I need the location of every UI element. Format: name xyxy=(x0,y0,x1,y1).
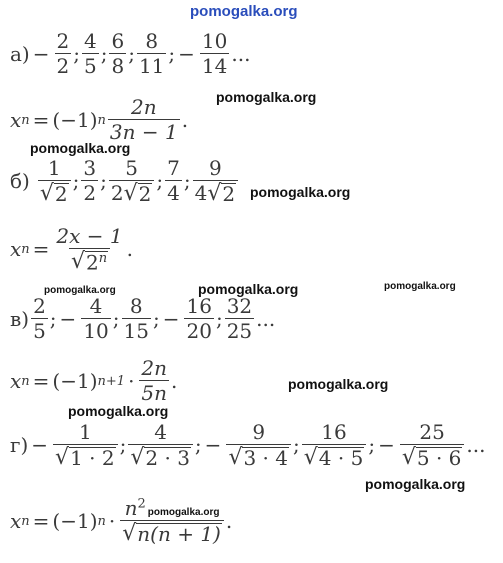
watermark: pomogalka.org xyxy=(216,89,317,105)
watermark: pomogalka.org xyxy=(30,140,131,156)
fraction: 9 4 √ 2 xyxy=(193,157,239,205)
sign: − xyxy=(32,42,50,66)
fraction: 9 √ 3 · 4 xyxy=(226,421,291,469)
formula-d: x n = (−1) n · $n^2pomogalka.org$ √ n(n + 1) . xyxy=(10,496,233,546)
watermark: pomogalka.org xyxy=(288,376,389,392)
fraction: $\frac{2}{5}$ xyxy=(33,294,46,343)
sequence-a: а) − $\frac{2}{2}$ ; $\frac{4}{5}$ ; $\frac{6}{8}$ ; $\frac{8}{11}$ ; − $\frac{10}{14}$ ... xyxy=(10,29,251,78)
watermark: pomogalka.org xyxy=(384,281,456,292)
fraction: 1 √ 2 xyxy=(38,157,71,205)
fraction: 5 2 √ 2 xyxy=(109,157,155,205)
fraction: $\frac{2}{2}$ xyxy=(56,29,70,78)
fraction: $\frac{2n}{5n}$ xyxy=(141,356,168,405)
watermark-top: pomogalka.org xyxy=(190,3,298,20)
watermark: pomogalka.org xyxy=(147,507,220,518)
fraction: $\frac{3}{2}$ xyxy=(83,156,97,205)
watermark: pomogalka.org xyxy=(365,476,466,492)
sequence-d: г) − 1 √ 1 · 2 ; 4 √ 2 · 3 ; − 9 √ 3 · 4 ; 16 √ 4 · 5 ; − 25 √ 5 · 6 ... xyxy=(10,420,486,470)
fraction: 16 √ 4 · 5 xyxy=(302,421,367,469)
fraction: $\frac{4}{10}$ xyxy=(83,294,109,343)
watermark: pomogalka.org xyxy=(198,281,299,297)
label-c: в) xyxy=(10,307,30,331)
sequence-b: б) 1 √ 2 ; $\frac{3}{2}$ ; 5 2 √ 2 ; $\frac{7}{4}$ ; 9 4 √ 2 xyxy=(10,157,240,205)
formula-c: x n = (−1) n+1 · $\frac{2n}{5n}$ . xyxy=(10,356,178,405)
fraction: $\frac{10}{14}$ xyxy=(201,29,228,78)
watermark: pomogalka.org xyxy=(68,403,169,419)
fraction: 4 √ 2 · 3 xyxy=(128,421,193,469)
formula-a: x n = (−1) n $\frac{2n}{3n - 1}$ . xyxy=(10,95,189,144)
fraction: 2x − 1 √ 2$^n$ xyxy=(56,224,123,275)
sequence-c: в) $\frac{2}{5}$ ; − $\frac{4}{10}$ ; $\frac{8}{15}$ ; − $\frac{16}{20}$ ; $\frac{32}{25}$ ... xyxy=(10,294,276,343)
label-d: г) xyxy=(10,433,29,457)
fraction: $\frac{7}{4}$ xyxy=(167,156,180,205)
fraction: $\frac{2n}{3n - 1}$ xyxy=(109,95,178,144)
ellipsis: ... xyxy=(231,42,251,66)
fraction: $\frac{8}{15}$ xyxy=(123,294,149,343)
fraction: 25 √ 5 · 6 xyxy=(400,421,465,469)
fraction: $\frac{6}{8}$ xyxy=(111,29,125,78)
fraction: $\frac{8}{11}$ xyxy=(138,29,165,78)
label-a: а) xyxy=(10,42,30,66)
label-b: б) xyxy=(10,169,30,193)
fraction: 1 √ 1 · 2 xyxy=(53,421,118,469)
fraction: $\frac{16}{20}$ xyxy=(186,294,212,343)
fraction: $\frac{32}{25}$ xyxy=(226,294,253,343)
fraction: $\frac{4}{5}$ xyxy=(83,29,97,78)
formula-b: x n = 2x − 1 √ 2$^n$ . xyxy=(10,224,133,275)
fraction: $n^2pomogalka.org$ √ n(n + 1) xyxy=(120,497,224,545)
watermark: pomogalka.org xyxy=(250,184,351,200)
watermark: pomogalka.org xyxy=(44,285,116,296)
